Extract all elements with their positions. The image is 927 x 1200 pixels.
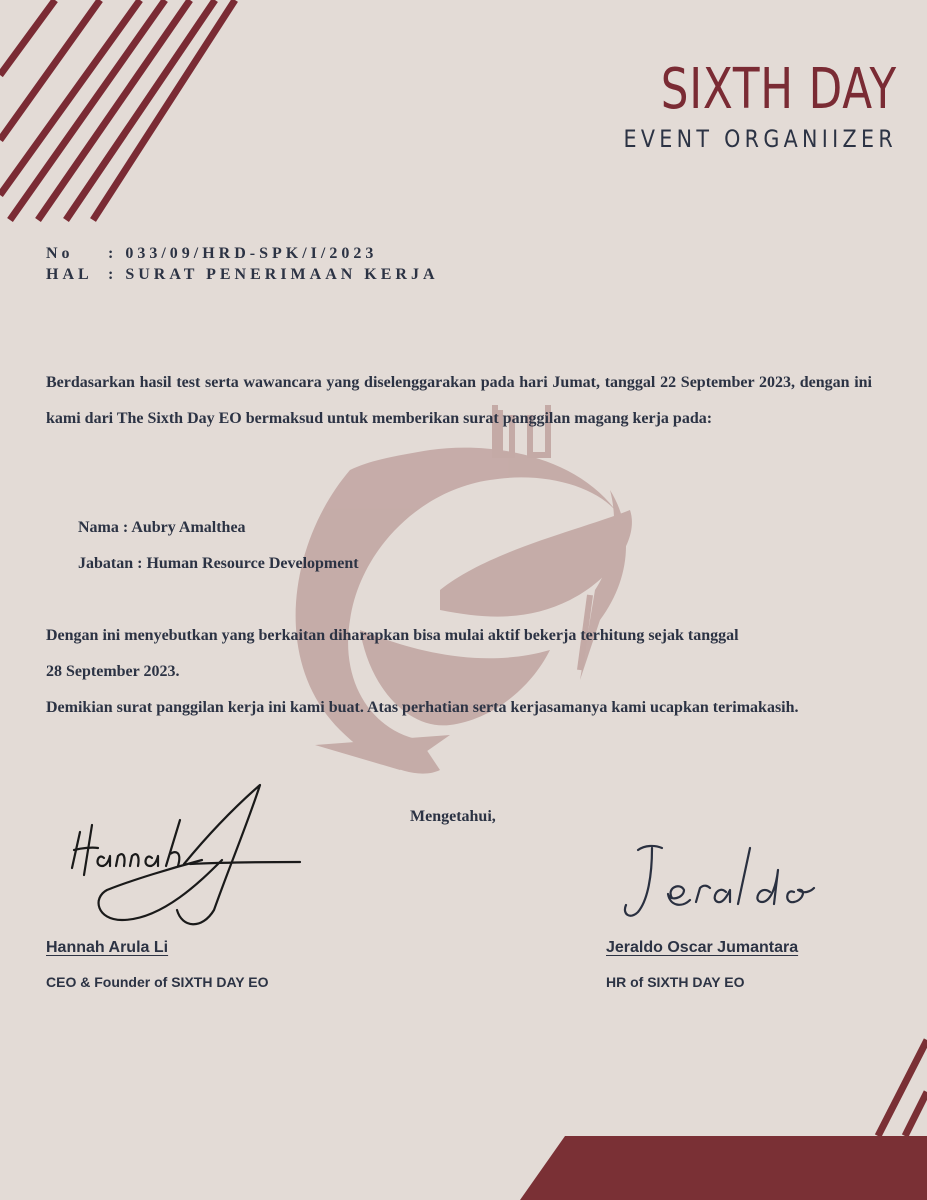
left-signer-role: CEO & Founder of SIXTH DAY EO — [46, 974, 269, 990]
corner-stripes-decoration — [520, 1040, 927, 1200]
brand-subtitle: EVENT ORGANIIZER — [623, 125, 897, 153]
hal-label: HAL — [46, 266, 93, 283]
company-logo — [579, 58, 897, 154]
hal-value: : SURAT PENERIMAAN KERJA — [108, 266, 439, 283]
start-date-paragraph — [46, 618, 872, 690]
left-signer-name: Hannah Arula Li — [46, 939, 169, 956]
start-date-line-2: 28 September 2023. — [46, 663, 180, 680]
hannah-signature — [62, 780, 307, 930]
no-value: : 033/09/HRD-SPK/I/2023 — [108, 245, 378, 262]
reference-number-row — [46, 243, 439, 264]
letter-reference — [46, 243, 439, 285]
closing-paragraph: Demikian surat panggilan kerja ini kami buat. Atas perhatian serta kerjasamanya kami ucapkan terimakasih. — [46, 699, 799, 716]
jabatan-line: Jabatan : Human Resource Development — [78, 555, 359, 572]
opening-paragraph: Berdasarkan hasil test serta wawancara yang diselenggarakan pada hari Jumat, tanggal 22 September 2023, dengan ini kami dari The Sixth Day EO bermaksud untuk memberikan surat panggilan magang kerja pada: — [46, 374, 872, 427]
candidate-details — [78, 510, 359, 582]
acknowledged-label: Mengetahui, — [410, 808, 496, 825]
nama-line: Nama : Aubry Amalthea — [78, 519, 246, 536]
right-signer-role: HR of SIXTH DAY EO — [606, 974, 745, 990]
hannah-signature-text: Hannah — [62, 780, 66, 781]
right-signer-name: Jeraldo Oscar Jumantara — [606, 939, 799, 956]
brand-title: SIXTH DAY — [660, 57, 897, 122]
start-date-line-1: Dengan ini menyebutkan yang berkaitan diharapkan bisa mulai aktif bekerja terhitung sejak tanggal — [46, 627, 739, 644]
jeraldo-signature — [600, 830, 830, 930]
no-label: No — [46, 245, 74, 262]
jeraldo-signature-text: Jeraldo — [600, 830, 603, 831]
subject-row — [46, 264, 439, 285]
